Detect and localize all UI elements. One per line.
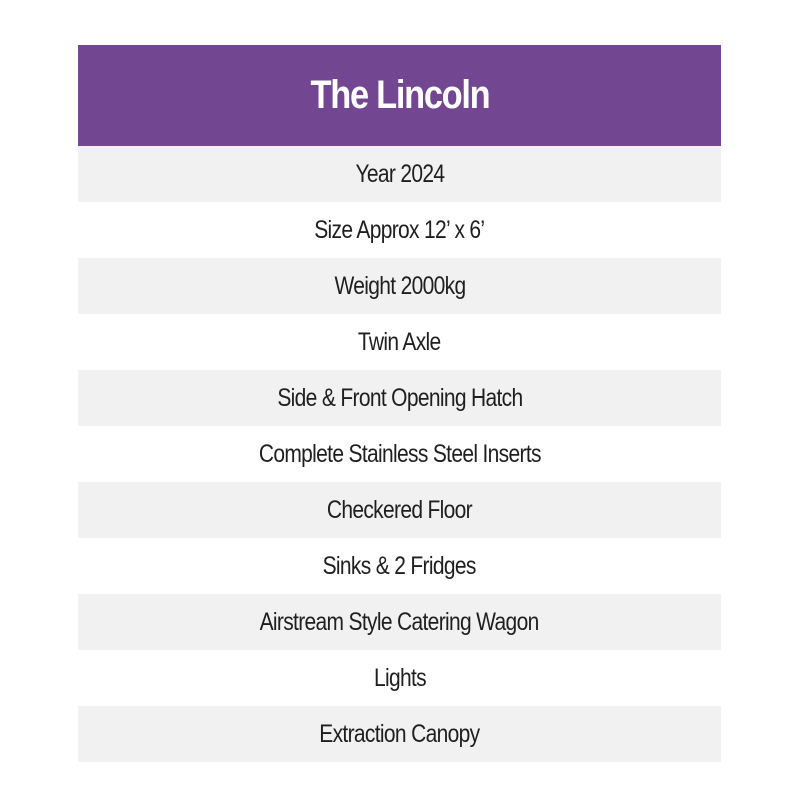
spec-row-axle — [78, 314, 721, 370]
spec-table — [78, 45, 721, 762]
spec-row-style — [78, 594, 721, 650]
spec-row-sinks-fridges — [78, 538, 721, 594]
spec-row-label: Lights — [373, 663, 426, 692]
spec-row-weight — [78, 258, 721, 314]
spec-row-floor — [78, 482, 721, 538]
spec-row-label: Extraction Canopy — [319, 719, 480, 748]
spec-row-label: Complete Stainless Steel Inserts — [258, 439, 541, 468]
spec-row-label: Year 2024 — [355, 159, 444, 188]
spec-row-size — [78, 202, 721, 258]
spec-row-label: Twin Axle — [358, 327, 441, 356]
spec-row-label: Airstream Style Catering Wagon — [259, 607, 540, 636]
spec-row-label: Side & Front Opening Hatch — [276, 383, 523, 412]
spec-row-lights — [78, 650, 721, 706]
spec-row-year — [78, 146, 721, 202]
spec-row-hatch — [78, 370, 721, 426]
spec-row-label: Sinks & 2 Fridges — [322, 551, 477, 580]
spec-row-canopy — [78, 706, 721, 762]
spec-row-label: Weight 2000kg — [334, 271, 465, 300]
spec-title: The Lincoln — [310, 73, 489, 117]
spec-row-label: Size Approx 12’ x 6’ — [314, 215, 485, 244]
spec-row-label: Checkered Floor — [326, 495, 473, 524]
spec-row-inserts — [78, 426, 721, 482]
spec-header — [78, 45, 721, 146]
